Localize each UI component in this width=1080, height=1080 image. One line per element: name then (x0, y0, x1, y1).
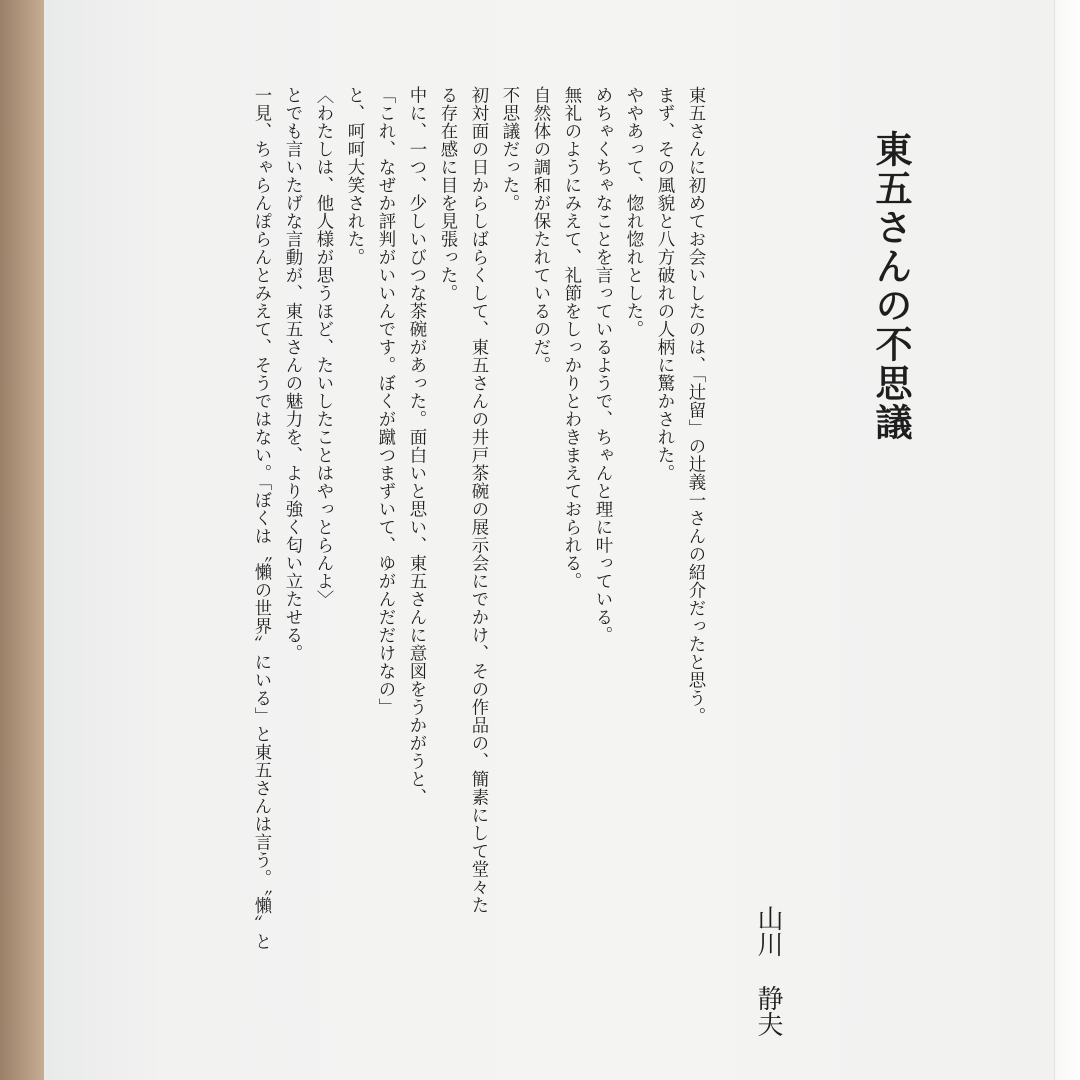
body-line: 不思議だった。 (499, 86, 519, 212)
page-right-edge (1054, 0, 1080, 1080)
body-line: る存在感に目を見張った。 (437, 86, 457, 302)
essay-body (152, 86, 710, 1076)
body-line: と、呵呵大笑された。 (344, 86, 364, 266)
book-spine-edge (0, 0, 44, 1080)
body-line: めちゃくちゃなことを言っているようで、ちゃんと理に叶っている。 (592, 86, 612, 644)
body-line: 「これ、なぜか評判がいいんです。ぼくが蹴つまずいて、ゆがんだだけなの」 (375, 86, 395, 716)
author-given-name: 静夫 (753, 985, 783, 1037)
author-name (748, 905, 788, 1075)
body-line: 中に、一つ、少しいびつな茶碗があった。面白いと思い、東五さんに意図をうかがうと、 (406, 86, 426, 806)
body-line: 初対面の日からしばらくして、東五さんの井戸茶碗の展示会にでかけ、その作品の、簡素にして堂々た (468, 86, 488, 914)
body-line: まず、その風貌と八方破れの人柄に驚かされた。 (654, 86, 674, 482)
body-line: とでも言いたげな言動が、東五さんの魅力を、より強く匂い立たせる。 (282, 86, 302, 662)
body-line: 〈わたしは、他人様が思うほど、たいしたことはやっとらんよ〉 (313, 86, 333, 608)
author-family-name: 山川 (753, 905, 783, 957)
body-line: ややあって、惚れ惚れとした。 (623, 86, 643, 338)
body-line: 東五さんに初めてお会いしたのは、「辻留」の辻義一さんの紹介だったと思う。 (685, 86, 705, 726)
body-line: 自然体の調和が保たれているのだ。 (530, 86, 550, 374)
body-line: 一見、ちゃらんぽらんとみえて、そうではない。「ぼくは〝懶の世界〟にいる」と東五さんは言う。〝懶〟と (251, 86, 271, 951)
body-line: 無礼のようにみえて、礼節をしっかりとわきまえておられる。 (561, 86, 581, 590)
page-title: 東五さんの不思議 (869, 130, 913, 442)
